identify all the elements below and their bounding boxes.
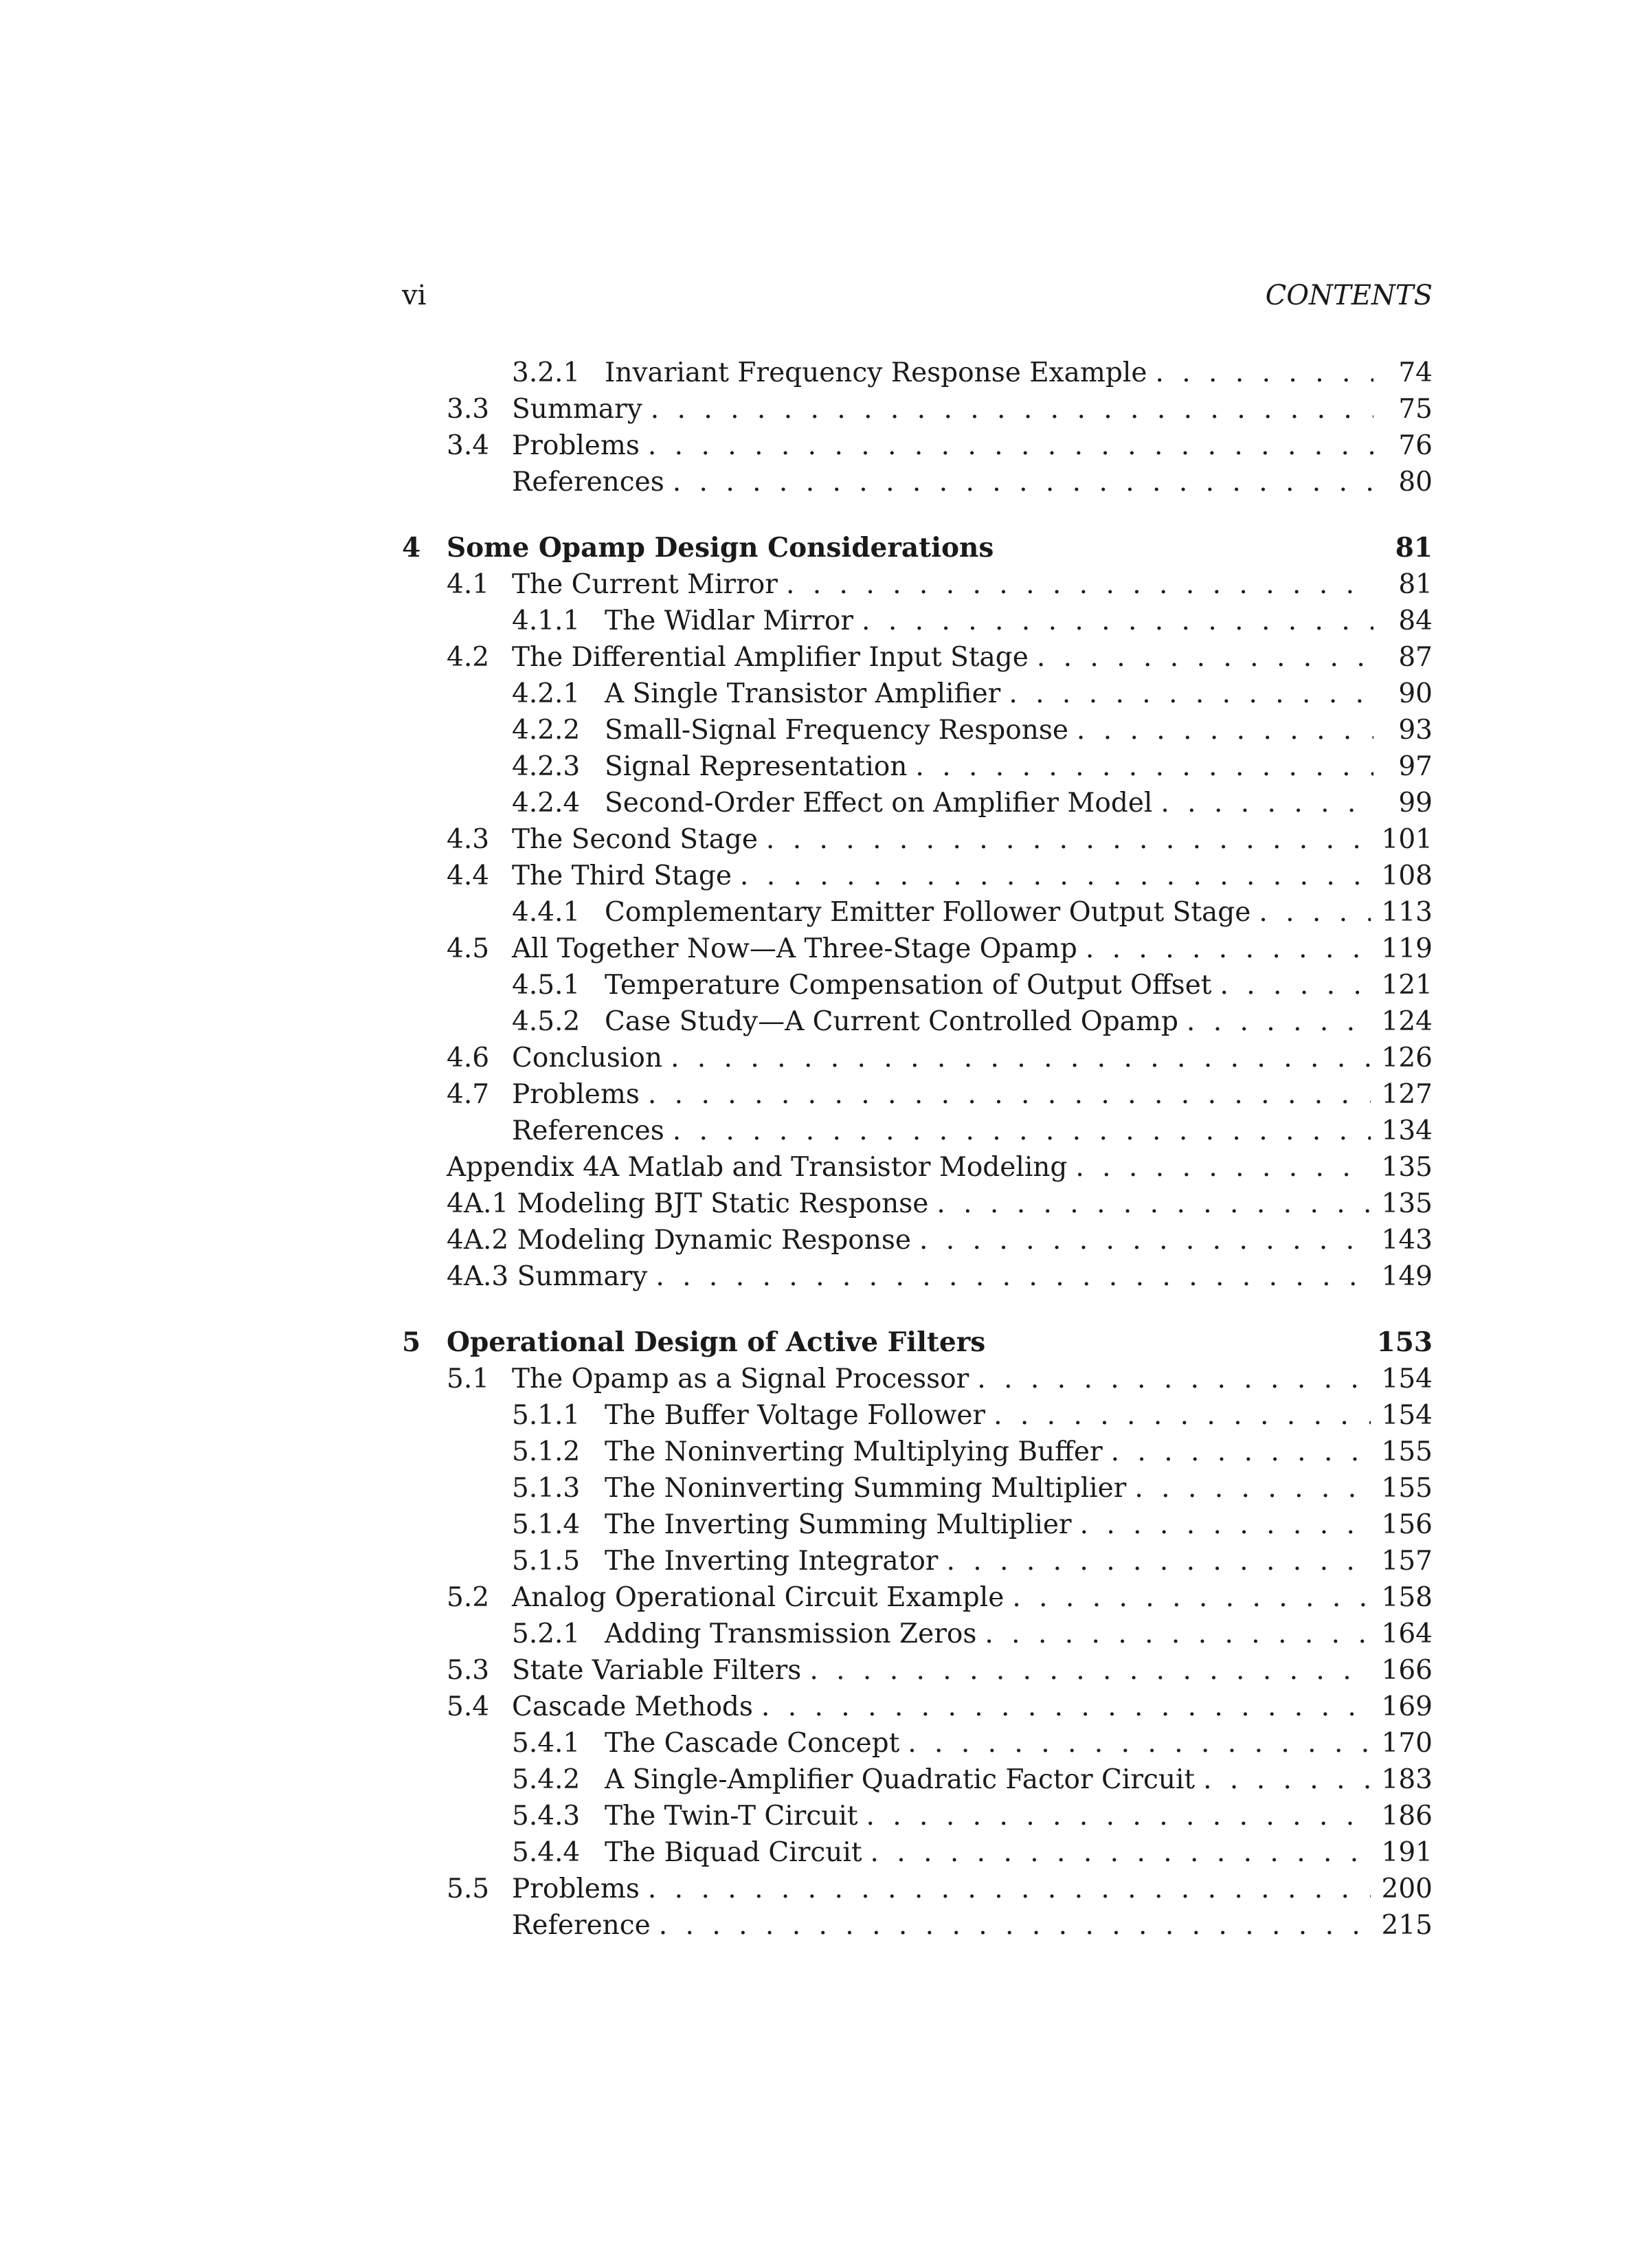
toc-entry <box>605 1507 1433 1543</box>
toc-entry-row[interactable] <box>402 1076 1433 1113</box>
toc-entry-number: 5.2 <box>447 1582 490 1613</box>
toc-entry <box>512 1689 1433 1725</box>
toc-entry-number: 5.1.4 <box>512 1509 581 1540</box>
dot-leader <box>761 1689 1371 1725</box>
toc-entry-row[interactable] <box>402 785 1433 821</box>
toc-entry-title: The Widlar Mirror <box>605 603 862 639</box>
toc-entry <box>605 603 1433 639</box>
toc-entry-title: Cascade Methods <box>512 1689 761 1725</box>
toc-entry-row[interactable] <box>402 1470 1433 1507</box>
toc-entry <box>605 1470 1433 1507</box>
toc-entry <box>512 1652 1433 1689</box>
toc-entry-title: A Single Transistor Amplifier <box>605 676 1009 712</box>
dot-leader <box>871 1834 1371 1871</box>
toc-entry-number: 4.5.1 <box>512 970 581 1001</box>
dot-leader <box>985 1616 1370 1652</box>
toc-entry-title: 4A.1 Modeling BJT Static Response <box>447 1186 936 1222</box>
toc-page-number: 191 <box>1381 1837 1433 1868</box>
toc-entry-row[interactable] <box>402 1222 1433 1258</box>
toc-page-number: 157 <box>1381 1546 1433 1577</box>
toc-entry <box>605 1834 1433 1871</box>
toc-entry-number: 4 <box>402 532 421 564</box>
dot-leader <box>655 1258 1370 1295</box>
toc-page-number: 108 <box>1381 860 1433 891</box>
toc-entry-number: 5.3 <box>447 1655 490 1686</box>
toc-page-number: 155 <box>1381 1473 1433 1504</box>
toc-entry-row[interactable] <box>402 1003 1433 1040</box>
toc-page-number: 124 <box>1381 1006 1433 1037</box>
toc-entry-title: Conclusion <box>512 1040 671 1076</box>
toc-entry-row[interactable] <box>402 603 1433 639</box>
toc-entry-title: Second-Order Effect on Amplifier Model <box>605 785 1160 821</box>
toc-entry-row[interactable] <box>402 1798 1433 1834</box>
toc-entry-title: Invariant Frequency Response Example <box>605 355 1155 391</box>
dot-leader <box>1187 1003 1371 1040</box>
toc-page-number: 200 <box>1381 1874 1433 1904</box>
toc-page-number: 93 <box>1398 715 1433 746</box>
dot-leader <box>1259 894 1370 931</box>
toc-page-number: 126 <box>1381 1043 1433 1074</box>
toc-entry-title: The Differential Amplifier Input Stage <box>512 639 1037 676</box>
toc-entry-number: 4.2 <box>447 642 490 673</box>
toc-page-number: 121 <box>1381 970 1433 1001</box>
toc-entry-row[interactable] <box>402 1616 1433 1652</box>
toc-entry-title: Complementary Emitter Follower Output Stage <box>605 894 1259 931</box>
toc-entry-title: The Buffer Voltage Follower <box>605 1397 994 1434</box>
toc-entry-row[interactable] <box>402 639 1433 676</box>
toc-entry-row[interactable] <box>402 1149 1433 1186</box>
toc-entry-row[interactable] <box>402 1361 1433 1397</box>
toc-chapter-row[interactable] <box>402 1324 1433 1361</box>
running-title: CONTENTS <box>1265 280 1433 311</box>
toc-entry-title: The Biquad Circuit <box>605 1834 871 1871</box>
toc-entry-title: 4A.2 Modeling Dynamic Response <box>447 1222 919 1258</box>
dot-leader <box>648 1871 1371 1907</box>
toc-entry-title: The Current Mirror <box>512 566 786 603</box>
toc-entry <box>447 1324 1433 1361</box>
toc-entry-row[interactable] <box>402 355 1433 391</box>
toc-entry-row[interactable] <box>402 1543 1433 1579</box>
dot-leader <box>1009 676 1373 712</box>
dot-leader <box>740 858 1371 894</box>
toc-page-number: 215 <box>1381 1910 1433 1941</box>
dot-leader <box>915 748 1373 785</box>
toc-entry-number: 4.6 <box>447 1043 490 1074</box>
toc-entry-row[interactable] <box>402 712 1433 748</box>
dot-leader <box>1077 712 1373 748</box>
toc-entry-row[interactable] <box>402 566 1433 603</box>
toc-entry-number: 3.4 <box>447 430 490 461</box>
toc-entry-row[interactable] <box>402 1689 1433 1725</box>
toc-page-number: 113 <box>1381 897 1433 928</box>
toc-page-number: 170 <box>1381 1728 1433 1759</box>
toc-page-number: 154 <box>1381 1400 1433 1431</box>
toc-entry-number: 4.2.2 <box>512 715 581 746</box>
toc-entry-title: References <box>512 1113 673 1149</box>
toc-entry-row[interactable] <box>402 1258 1433 1295</box>
toc-entry-row[interactable] <box>402 1907 1433 1944</box>
toc-entry-number: 4.7 <box>447 1079 490 1110</box>
toc-page-number: 119 <box>1381 933 1433 964</box>
toc-entry-number: 4.2.1 <box>512 678 581 709</box>
toc-entry-number: 4.1 <box>447 569 490 600</box>
toc-page-number: 81 <box>1398 569 1433 600</box>
toc-entry-row[interactable] <box>402 1186 1433 1222</box>
toc-entry-title: Adding Transmission Zeros <box>605 1616 985 1652</box>
toc-entry-number: 5.1.1 <box>512 1400 581 1431</box>
table-of-contents <box>402 355 1433 1944</box>
toc-entry <box>605 1434 1433 1470</box>
toc-entry-title: Some Opamp Design Considerations <box>447 530 994 566</box>
toc-entry-title: Problems <box>512 1076 648 1113</box>
running-head <box>402 275 1433 316</box>
toc-entry-title: Problems <box>512 427 648 464</box>
dot-leader <box>1037 639 1373 676</box>
toc-entry <box>605 894 1433 931</box>
toc-entry-title: The Inverting Integrator <box>605 1543 946 1579</box>
toc-page-number: 84 <box>1398 605 1433 636</box>
toc-entry-number: 5.1.5 <box>512 1546 581 1577</box>
dot-leader <box>936 1186 1370 1222</box>
dot-leader <box>1080 1507 1371 1543</box>
dot-leader <box>862 603 1373 639</box>
toc-entry <box>605 1543 1433 1579</box>
toc-entry-row[interactable] <box>402 894 1433 931</box>
toc-entry-number: 4.2.3 <box>512 751 581 782</box>
toc-entry-row[interactable] <box>402 1725 1433 1761</box>
toc-entry <box>512 391 1433 427</box>
toc-entry-row[interactable] <box>402 1434 1433 1470</box>
dot-leader <box>919 1222 1371 1258</box>
toc-entry <box>605 1397 1433 1434</box>
toc-entry-row[interactable] <box>402 858 1433 894</box>
toc-page-number: 127 <box>1381 1079 1433 1110</box>
toc-page-number: 81 <box>1395 532 1433 564</box>
toc-entry-number: 5.1 <box>447 1364 490 1394</box>
toc-page-number: 166 <box>1381 1655 1433 1686</box>
toc-page-number: 135 <box>1381 1188 1433 1219</box>
toc-entry-number: 5.2.1 <box>512 1619 581 1649</box>
toc-entry-title: State Variable Filters <box>512 1652 809 1689</box>
toc-entry-row[interactable] <box>402 1113 1433 1149</box>
dot-leader <box>994 1397 1370 1434</box>
toc-page-number: 97 <box>1398 751 1433 782</box>
toc-page-number: 158 <box>1381 1582 1433 1613</box>
toc-entry <box>605 1616 1433 1652</box>
toc-entry-title: A Single-Amplifier Quadratic Factor Circuit <box>605 1761 1203 1798</box>
toc-page-number: 164 <box>1381 1619 1433 1649</box>
toc-entry-title: The Inverting Summing Multiplier <box>605 1507 1080 1543</box>
dot-leader <box>866 1798 1370 1834</box>
toc-entry <box>512 931 1433 967</box>
toc-page-number: 135 <box>1381 1152 1433 1183</box>
toc-page-number: 80 <box>1398 467 1433 498</box>
dot-leader <box>809 1652 1370 1689</box>
toc-page-number: 154 <box>1381 1364 1433 1394</box>
toc-entry-row[interactable] <box>402 391 1433 427</box>
toc-entry <box>447 530 1433 566</box>
toc-entry-number: 5.1.3 <box>512 1473 581 1504</box>
toc-entry <box>447 1149 1433 1186</box>
toc-entry-title: The Noninverting Summing Multiplier <box>605 1470 1134 1507</box>
toc-entry-title: Summary <box>512 391 651 427</box>
toc-entry <box>512 1579 1433 1616</box>
toc-entry-row[interactable] <box>402 1579 1433 1616</box>
toc-entry <box>512 1871 1433 1907</box>
toc-entry-title: The Cascade Concept <box>605 1725 908 1761</box>
toc-entry-title: The Second Stage <box>512 821 766 858</box>
dot-leader <box>648 427 1373 464</box>
toc-entry <box>512 1361 1433 1397</box>
toc-entry <box>605 1761 1433 1798</box>
toc-entry-title: Problems <box>512 1871 648 1907</box>
toc-entry-title: Case Study—A Current Controlled Opamp <box>605 1003 1187 1040</box>
dot-leader <box>1012 1579 1370 1616</box>
toc-entry-number: 5.1.2 <box>512 1436 581 1467</box>
toc-entry-number: 4.3 <box>447 824 490 855</box>
toc-entry-row[interactable] <box>402 931 1433 967</box>
toc-entry-row[interactable] <box>402 464 1433 500</box>
dot-leader <box>648 1076 1371 1113</box>
toc-page-number: 90 <box>1398 678 1433 709</box>
toc-page-number: 155 <box>1381 1436 1433 1467</box>
toc-entry <box>605 676 1433 712</box>
toc-entry <box>512 1040 1433 1076</box>
toc-page-number: 101 <box>1381 824 1433 855</box>
toc-entry-row[interactable] <box>402 1834 1433 1871</box>
toc-entry-number: 4.1.1 <box>512 605 581 636</box>
toc-entry-title: The Third Stage <box>512 858 740 894</box>
dot-leader <box>1086 931 1371 967</box>
toc-page-number: 134 <box>1381 1115 1433 1146</box>
toc-entry-number: 5.5 <box>447 1874 490 1904</box>
dot-leader <box>671 1040 1371 1076</box>
dot-leader <box>673 464 1373 500</box>
dot-leader <box>1220 967 1370 1003</box>
toc-entry-row[interactable] <box>402 427 1433 464</box>
toc-entry-number: 4.4 <box>447 860 490 891</box>
dot-leader <box>673 1113 1371 1149</box>
toc-entry-title: Operational Design of Active Filters <box>447 1324 985 1361</box>
toc-entry <box>605 748 1433 785</box>
dot-leader <box>908 1725 1370 1761</box>
toc-page-number: 156 <box>1381 1509 1433 1540</box>
toc-entry-title: The Opamp as a Signal Processor <box>512 1361 977 1397</box>
toc-entry <box>512 639 1433 676</box>
toc-entry-number: 4.4.1 <box>512 897 581 928</box>
toc-page-number: 169 <box>1381 1691 1433 1722</box>
dot-leader <box>1203 1761 1370 1798</box>
toc-entry-title: The Noninverting Multiplying Buffer <box>605 1434 1111 1470</box>
toc-entry-number: 5.4.3 <box>512 1801 581 1832</box>
toc-entry-title: Temperature Compensation of Output Offset <box>605 967 1220 1003</box>
dot-leader <box>977 1361 1370 1397</box>
toc-entry <box>512 1113 1433 1149</box>
toc-page-number: 87 <box>1398 642 1433 673</box>
toc-entry-row[interactable] <box>402 1652 1433 1689</box>
toc-entry <box>512 821 1433 858</box>
toc-entry-title: The Twin-T Circuit <box>605 1798 866 1834</box>
toc-entry-title: Reference <box>512 1907 659 1944</box>
toc-page-number: 99 <box>1398 788 1433 819</box>
toc-entry-number: 5.4 <box>447 1691 490 1722</box>
toc-entry <box>512 858 1433 894</box>
toc-entry <box>605 1798 1433 1834</box>
toc-entry <box>447 1222 1433 1258</box>
toc-entry <box>605 785 1433 821</box>
toc-page-number: 76 <box>1398 430 1433 461</box>
toc-entry-number: 5.4.1 <box>512 1728 581 1759</box>
toc-entry <box>512 464 1433 500</box>
toc-entry <box>512 1907 1433 1944</box>
dot-leader <box>1160 785 1373 821</box>
dot-leader <box>1075 1149 1370 1186</box>
toc-entry-number: 4.2.4 <box>512 788 581 819</box>
dot-leader <box>1155 355 1373 391</box>
page-number: vi <box>402 280 427 311</box>
toc-entry-row[interactable] <box>402 676 1433 712</box>
toc-page-number: 186 <box>1381 1801 1433 1832</box>
dot-leader <box>786 566 1373 603</box>
toc-entry <box>512 427 1433 464</box>
toc-entry-number: 4.5.2 <box>512 1006 581 1037</box>
toc-entry <box>605 712 1433 748</box>
toc-entry-number: 4.5 <box>447 933 490 964</box>
toc-entry-number: 5.4.4 <box>512 1837 581 1868</box>
toc-entry <box>605 1725 1433 1761</box>
toc-entry-title: Small-Signal Frequency Response <box>605 712 1077 748</box>
toc-entry <box>512 566 1433 603</box>
toc-entry-number: 3.2.1 <box>512 357 581 388</box>
toc-entry-row[interactable] <box>402 1871 1433 1907</box>
toc-entry <box>447 1186 1433 1222</box>
toc-entry-title: Appendix 4A Matlab and Transistor Modeling <box>447 1149 1075 1186</box>
toc-entry <box>512 1076 1433 1113</box>
toc-entry-title: All Together Now—A Three-Stage Opamp <box>512 931 1086 967</box>
dot-leader <box>1134 1470 1370 1507</box>
dot-leader <box>946 1543 1370 1579</box>
toc-entry <box>605 1003 1433 1040</box>
toc-page-number: 143 <box>1381 1225 1433 1256</box>
toc-entry <box>605 967 1433 1003</box>
toc-chapter-row[interactable] <box>402 530 1433 566</box>
toc-entry-row[interactable] <box>402 1761 1433 1798</box>
toc-page-number: 183 <box>1381 1764 1433 1795</box>
dot-leader <box>651 391 1373 427</box>
toc-entry-number: 5.4.2 <box>512 1764 581 1795</box>
toc-entry-row[interactable] <box>402 748 1433 785</box>
toc-entry-title: Signal Representation <box>605 748 915 785</box>
toc-entry-title: References <box>512 464 673 500</box>
toc-entry <box>447 1258 1433 1295</box>
dot-leader <box>1111 1434 1371 1470</box>
toc-entry-row[interactable] <box>402 1507 1433 1543</box>
toc-entry-number: 3.3 <box>447 394 490 425</box>
dot-leader <box>766 821 1371 858</box>
toc-page-number: 74 <box>1398 357 1433 388</box>
toc-entry-row[interactable] <box>402 821 1433 858</box>
toc-page-number: 75 <box>1398 394 1433 425</box>
toc-page-number: 153 <box>1376 1326 1433 1358</box>
toc-entry-number: 5 <box>402 1326 421 1358</box>
toc-entry-row[interactable] <box>402 967 1433 1003</box>
toc-page-number: 149 <box>1381 1261 1433 1292</box>
toc-entry-title: 4A.3 Summary <box>447 1258 655 1295</box>
toc-entry <box>605 355 1433 391</box>
toc-entry-row[interactable] <box>402 1040 1433 1076</box>
toc-entry-title: Analog Operational Circuit Example <box>512 1579 1012 1616</box>
dot-leader <box>659 1907 1371 1944</box>
toc-entry-row[interactable] <box>402 1397 1433 1434</box>
